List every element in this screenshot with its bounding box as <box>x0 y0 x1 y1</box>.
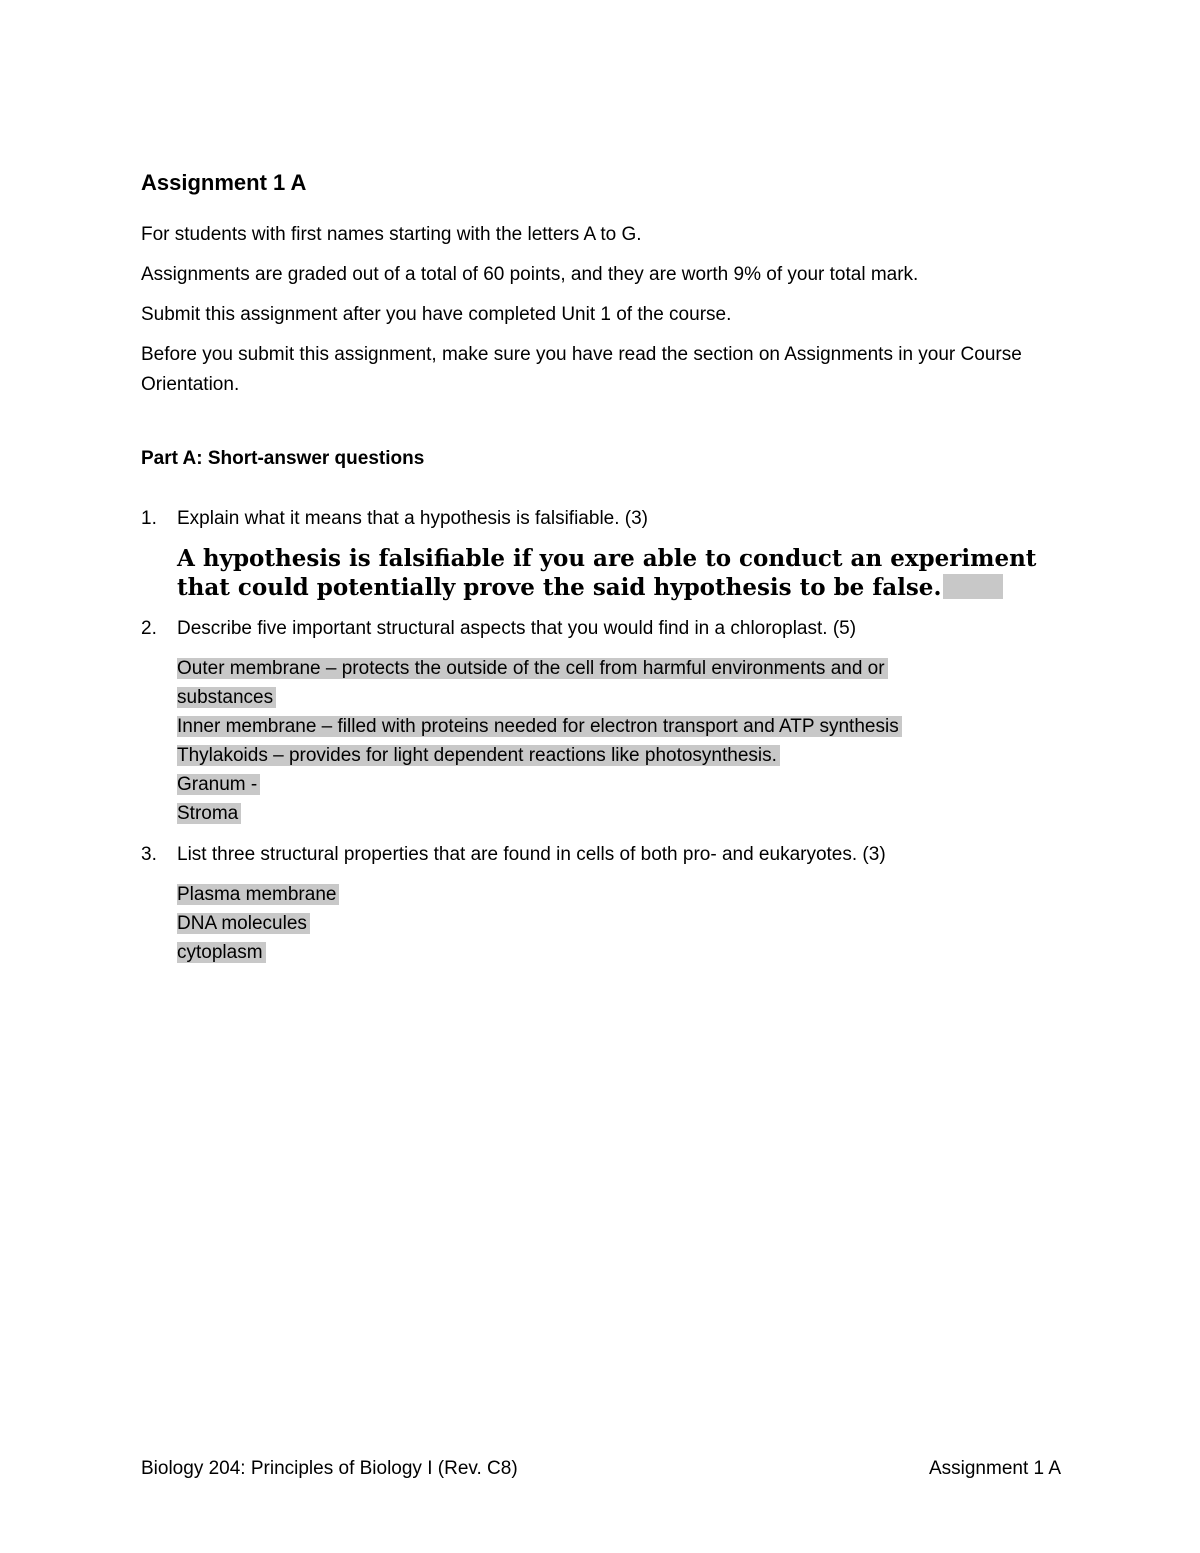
intro-paragraph: Before you submit this assignment, make sure you have read the section on Assignments in your Course Orientation. <box>141 344 1022 395</box>
answer-line-text: Granum - <box>177 774 260 795</box>
answer-line-text: DNA molecules <box>177 913 310 934</box>
answer-line <box>177 712 1061 741</box>
answer-line-text: Plasma membrane <box>177 884 339 905</box>
answer-line <box>177 799 1061 828</box>
question-text: Describe five important structural aspects that you would find in a chloroplast. (5) <box>177 618 857 639</box>
intro-paragraph: For students with first names starting with the letters A to G. <box>141 224 642 245</box>
document-title: Assignment 1 A <box>141 170 307 195</box>
answer-line <box>177 654 1061 683</box>
answer-text <box>177 544 1061 602</box>
answer-line-text: Inner membrane – filled with proteins needed for electron transport and ATP synthesis <box>177 716 902 737</box>
answer-line <box>177 741 1061 770</box>
answer-line <box>177 683 1061 712</box>
answer-text-content: A hypothesis is falsifiable if you are able to conduct an experiment that could potentially prove the said hypothesis to be false. <box>177 545 1037 601</box>
question-number: 1. <box>141 508 157 529</box>
answer-line <box>177 880 1061 909</box>
question-text: Explain what it means that a hypothesis is falsifiable. (3) <box>177 508 649 529</box>
answer-line <box>177 938 1061 967</box>
answer-line <box>177 909 1061 938</box>
section-heading: Part A: Short-answer questions <box>141 448 425 469</box>
question-item <box>141 840 1061 967</box>
question-item <box>141 504 1061 602</box>
answer-line-text: Outer membrane – protects the outside of the cell from harmful environments and or <box>177 658 888 679</box>
question-number: 2. <box>141 618 157 639</box>
answer-line-text: substances <box>177 687 276 708</box>
footer-course-title: Biology 204: Principles of Biology I (Rev. C8) <box>141 1458 518 1479</box>
question-item <box>141 614 1061 828</box>
highlight-mark <box>943 574 1003 599</box>
answer-line <box>177 770 1061 799</box>
question-number: 3. <box>141 844 157 865</box>
question-text: List three structural properties that are found in cells of both pro- and eukaryotes. (3) <box>177 844 886 865</box>
answer-line-text: cytoplasm <box>177 942 266 963</box>
answer-block <box>177 654 1061 828</box>
answer-line-text: Stroma <box>177 803 241 824</box>
intro-paragraph: Assignments are graded out of a total of 60 points, and they are worth 9% of your total mark. <box>141 264 919 285</box>
question-list <box>141 504 1061 967</box>
footer-assignment-label: Assignment 1 A <box>928 1458 1061 1479</box>
answer-line-text: Thylakoids – provides for light dependent reactions like photosynthesis. <box>177 745 780 766</box>
intro-paragraph: Submit this assignment after you have completed Unit 1 of the course. <box>141 304 732 325</box>
answer-block <box>177 880 1061 967</box>
document-body <box>141 168 1061 977</box>
